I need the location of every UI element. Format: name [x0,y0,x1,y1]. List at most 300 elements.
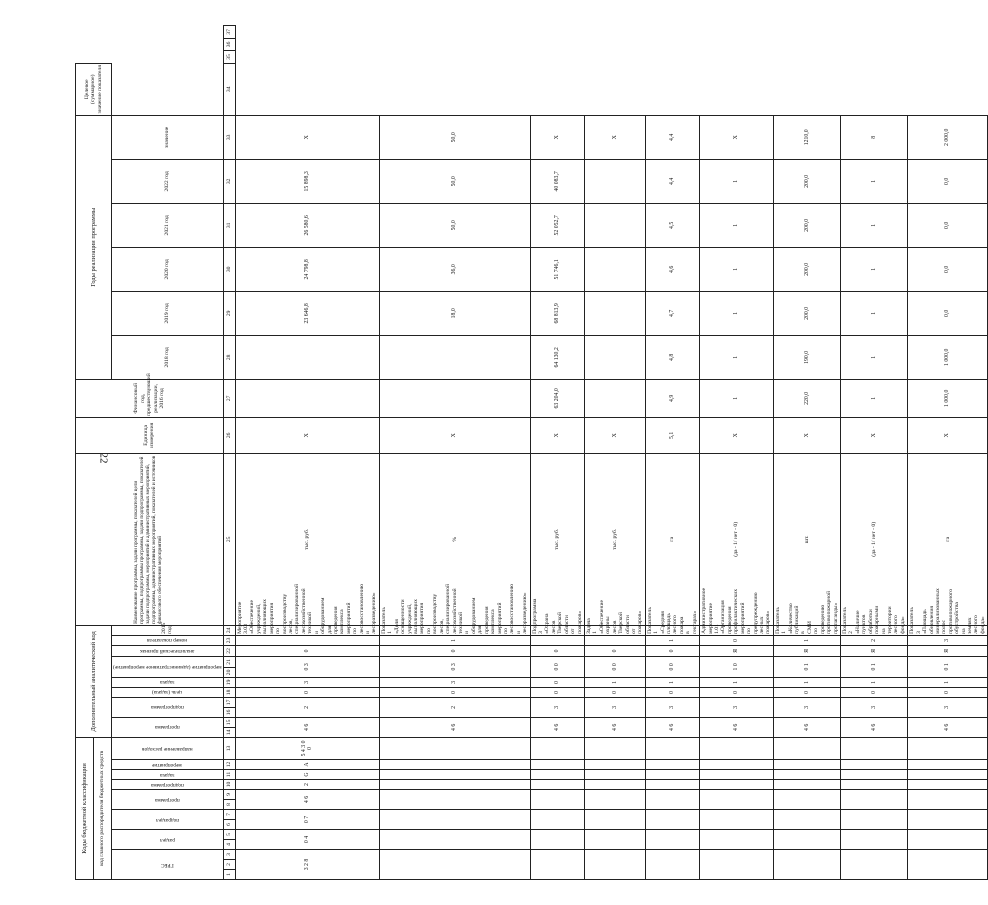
year-value [584,203,645,247]
code-cell [379,810,530,830]
code-cell: 3 [908,697,988,717]
financing-header: Финансовый год, предшествующий реализации, 2016 год [76,379,224,417]
unit-cell: га [908,453,988,625]
code-cell: 1 [908,677,988,687]
code-cell [645,770,699,780]
code-cell: 4 6 [645,717,699,737]
code-cell [379,780,530,790]
code-cell [530,810,584,830]
code-cell [530,850,584,880]
codes-title: Коды бюджетной классификации [76,737,94,879]
year-value: 4,5 [645,203,699,247]
year-value: 1 [841,203,908,247]
item-name: Показатель 1 «Доля оснащенности учреждений, выполняющих мероприятия по воспроизводству лесов, специализированной лесохозяйственной техникой и оборудованием для проведения комплекса мероприятий по лесовосстановлению и лесоразведению» [380,583,529,634]
code-cell [773,790,840,810]
extra-header-podprogramma: подпрограмма [150,704,184,711]
item-name: Показатель 1 «Количество публикаций в СМИ по проведению противопожарной пропаганды» [774,590,839,634]
code-cell [530,635,584,645]
unit-cell: шт. [773,453,840,625]
code-cell [645,830,699,850]
code-cell: 3 [584,697,645,717]
table-row [841,26,908,880]
code-cell [584,810,645,830]
code-cell: 0 [530,687,584,697]
code-cell: 0 [773,687,840,697]
code-cell: 3 [700,697,774,717]
code-cell: G [235,770,379,780]
year-value [584,291,645,335]
unit-cell: га [645,453,699,625]
column-number: 13 [223,737,235,759]
code-cell: Я [700,645,774,656]
year-value: 50,0 [379,203,530,247]
code-cell: 0 1 [841,656,908,677]
code-cell: 0 3 [235,656,379,677]
column-number: 27 [223,379,235,417]
code-cell [841,780,908,790]
code-header-grbs: ГРБС [160,861,174,868]
code-cell [700,810,774,830]
item-name: Показатель 3 «Площадь обновления минерализованных полос противопожарного обустройства на землях лесного фонда» [909,588,986,634]
code-cell: 0 [584,645,645,656]
code-cell: 0 1 [908,656,988,677]
code-cell [700,760,774,770]
code-cell [379,760,530,770]
code-cell: 5 4 3 0 0 [235,737,379,759]
year-value: 190,0 [773,335,840,379]
total-value: 2 000,0 [908,115,988,159]
column-number: 30 [223,247,235,291]
year-value: 64 130,2 [530,335,584,379]
column-number: 33 [223,115,235,159]
code-cell: 0 [841,687,908,697]
code-cell: 1 [773,635,840,645]
code-cell: 4 6 [908,717,988,737]
code-cell: 4 6 [379,717,530,737]
item-name: Подпрограмма 3 «Охрана лесов Тверской области от пожаров» [531,598,583,634]
code-cell [773,770,840,780]
column-number: 37 [223,26,235,39]
base-value: X [841,417,908,453]
code-cell: 0 0 [584,656,645,677]
code-cell [908,780,988,790]
table-row [773,26,840,880]
code-header-razdel: раздел [159,836,175,843]
code-cell: 3 [530,697,584,717]
code-cell [908,737,988,759]
code-cell [908,790,988,810]
code-cell [379,830,530,850]
year-value: 63 204,0 [530,379,584,417]
column-number: 11 [223,770,235,780]
total-value: 1210,0 [773,115,840,159]
unit-cell: (да - 1/ нет - 0) [700,453,774,625]
column-number: 28 [223,335,235,379]
column-number: 10 [223,780,235,790]
base-value: X [530,417,584,453]
code-cell [379,737,530,759]
code-cell: 0 [645,687,699,697]
column-number: 32 [223,159,235,203]
code-cell: A [235,760,379,770]
year-value: 1 [700,291,774,335]
total-value: 50,0 [379,115,530,159]
year-value: 52 052,7 [530,203,584,247]
code-cell [908,850,988,880]
code-cell [773,760,840,770]
item-name: Мероприятие 3.03 «Обеспечение учреждений, выполняющих мероприятия по воспроизводству лесов, специализированной лесохозяйственной техникой и оборудованием для проведения комплекса мероприятий по лесовосстановлению и лесоразведению» [236,583,378,634]
year-value: 36,0 [379,247,530,291]
extra-header-programma: программа [154,724,180,731]
year-value: 26 580,6 [235,203,379,247]
year-header-2: 2018 год [112,335,224,379]
code-cell: 0 [235,645,379,656]
code-cell [773,780,840,790]
column-number: 18 [223,687,235,697]
code-header-zadacha: задача [160,771,175,778]
item-name: Показатель 1 «Средняя площадь лесного пожара в гектарах» [646,607,698,634]
code-cell [773,737,840,759]
code-cell: 1 [584,677,645,687]
code-cell [908,760,988,770]
base-value: X [700,417,774,453]
extra-code-title: Дополнительный аналитический код [76,625,112,737]
code-cell: 0 [530,645,584,656]
code-header-podrazdel: подраздел [155,816,179,823]
code-cell [530,790,584,810]
unit-cell: % [379,453,530,625]
base-value: X [908,417,988,453]
unit-cell: (да - 1/ нет - 0) [841,453,908,625]
year-value: 4,6 [645,247,699,291]
code-cell: 0 [530,677,584,687]
year-value: 0,0 [908,291,988,335]
year-value [235,335,379,379]
code-cell [584,790,645,810]
year-value: 1 [841,379,908,417]
code-cell [379,770,530,780]
code-cell: 1 [645,635,699,645]
table-row [235,26,379,880]
code-cell [908,770,988,780]
code-cell: 3 [908,635,988,645]
total-value: X [530,115,584,159]
year-value: 1 000,0 [908,335,988,379]
code-cell: 4 6 [584,717,645,737]
budget-table [75,25,988,880]
year-value: 1 [841,159,908,203]
column-number: 8 [223,800,235,810]
year-value: 40 083,7 [530,159,584,203]
unit-header: Единица измерения [76,417,224,453]
column-number: 4 [223,840,235,850]
code-cell [584,760,645,770]
code-cell: 2 [379,697,530,717]
code-header-meropriyatie: мероприятие [152,761,183,768]
year-value [584,379,645,417]
year-value: 23 646,8 [235,291,379,335]
code-header-napravlenie: направление расходов [141,745,193,752]
year-value: 200,0 [773,247,840,291]
code-cell: 4 6 [841,717,908,737]
unit-cell: тыс. руб. [584,453,645,625]
year-value: 50,0 [379,159,530,203]
total-value: 8 [841,115,908,159]
item-name: Показатель 2 «Наличие пунктов обработки пожарными на территории лесного фонда» [842,605,906,634]
code-cell [841,770,908,780]
column-number: 24 [223,625,235,635]
year-value: 200,0 [773,291,840,335]
code-cell [700,830,774,850]
code-cell: 3 [379,677,530,687]
code-cell: 3 [773,697,840,717]
code-header-programma: программа [154,796,180,803]
code-cell: Я [908,645,988,656]
column-number: 21 [223,656,235,667]
code-cell: 4 6 [530,717,584,737]
year-value [584,159,645,203]
table-row [908,26,988,880]
code-cell [773,850,840,880]
code-cell: 0 [235,687,379,697]
rotated-table-container [75,25,986,880]
year-value: 24 798,8 [235,247,379,291]
column-number: 20 [223,667,235,677]
code-cell: 0 [908,687,988,697]
code-cell [584,830,645,850]
code-cell: 4 6 [235,717,379,737]
column-number: 6 [223,820,235,830]
extra-header-meropriyatie: мероприятие (административное мероприятие) [113,664,222,670]
year-value: 1 [841,291,908,335]
year-value: 220,0 [773,379,840,417]
code-cell [584,780,645,790]
column-number: 23 [223,635,235,645]
total-value: 4,4 [645,115,699,159]
year-value: 68 813,9 [530,291,584,335]
table-row [584,26,645,880]
base-value: 5,1 [645,417,699,453]
year-value: 1 [700,379,774,417]
column-number: 25 [223,453,235,625]
year-value: 4,7 [645,291,699,335]
grbs-group-header: код главного распорядителя бюджетных средств [94,737,112,879]
code-cell [379,850,530,880]
unit-cell: тыс. руб. [235,453,379,625]
program-name-header: Наименование программы, задачи программы, показателей цели программы, подпрограммы программы, задачи подпрограммы, показателей задачи подпрограммы, мероприятий и административных мероприятий, подпрограммы, административных мероприятий, показателей и источников финансового обеспечения мероприятий [76,453,224,625]
code-cell [530,770,584,780]
code-cell [584,635,645,645]
year-value: 4,9 [645,379,699,417]
base-value: X [235,417,379,453]
code-cell: 1 [700,677,774,687]
code-cell [530,830,584,850]
code-cell: 1 [645,677,699,687]
code-cell [530,737,584,759]
year-value: 51 746,1 [530,247,584,291]
extra-header-zadacha: задача [160,679,175,686]
table-row [379,26,530,880]
code-cell: 3 2 8 [235,850,379,880]
code-cell [841,830,908,850]
code-cell: 2 [235,780,379,790]
code-cell: 3 [235,677,379,687]
year-header-3: 2019 год [112,291,224,335]
column-number: 3 [223,850,235,860]
code-cell [645,850,699,880]
table-row [700,26,774,880]
unit-cell: тыс. руб. [530,453,584,625]
column-number: 5 [223,830,235,840]
column-number: 22 [223,645,235,656]
column-number: 34 [223,63,235,115]
code-cell: 1 0 [700,656,774,677]
column-number: 12 [223,760,235,770]
column-number: 29 [223,291,235,335]
code-cell: Я [841,645,908,656]
code-cell [773,830,840,850]
year-value: 1 [841,247,908,291]
code-cell: 0 [700,687,774,697]
code-cell: 4 6 [235,790,379,810]
column-number: 16 [223,707,235,717]
final-sub-header: значение [112,115,224,159]
code-cell: 0 0 [645,656,699,677]
code-cell [379,790,530,810]
code-cell: 0 3 [379,656,530,677]
code-cell: 0 [584,687,645,697]
year-header-5: 2021 год [112,203,224,247]
year-value: 1 [700,203,774,247]
item-name: Задача 1 «Обеспечение охраны лесов Тверской области от пожаров» [585,600,644,634]
years-title: Годы реализации программы [76,115,112,379]
code-cell: 1 [773,677,840,687]
code-cell: 0 0 [530,656,584,677]
code-cell [908,830,988,850]
code-cell [841,760,908,770]
code-cell [700,737,774,759]
extra-header-number: номер показателя [147,637,188,644]
code-cell [700,790,774,810]
year-value: 0,0 [908,159,988,203]
code-cell: 0 [700,635,774,645]
column-number: 2 [223,860,235,870]
year-value: 15 898,3 [235,159,379,203]
code-cell [645,760,699,770]
table-row [645,26,699,880]
year-value: 200,0 [773,203,840,247]
code-cell [530,760,584,770]
code-cell [773,810,840,830]
year-value: 4,8 [645,335,699,379]
code-cell: 0 7 [235,810,379,830]
year-value: 0,0 [908,203,988,247]
column-number: 19 [223,677,235,687]
final-header: Целевое (суммарное) значение показателя [76,63,112,115]
code-cell: 4 6 [700,717,774,737]
code-cell: 2 [841,635,908,645]
code-cell: 0 1 [773,656,840,677]
item-name: Административное мероприятие 1.01 «Организация проведения профилактических мероприятий по предупреждению лесных пожаров» [701,587,772,634]
code-cell: 0 [645,645,699,656]
base-value: X [379,417,530,453]
code-cell [700,770,774,780]
column-number: 15 [223,717,235,727]
code-cell: 0 [379,687,530,697]
code-cell [584,770,645,780]
year-value: 1 [700,159,774,203]
code-cell [700,780,774,790]
code-cell: 0 4 [235,830,379,850]
year-value: 1 [700,247,774,291]
column-number: 14 [223,727,235,737]
code-cell: 1 [379,635,530,645]
extra-header-cel: цель (задача) [152,689,183,696]
year-value: 1 [700,335,774,379]
column-numbers-row [223,26,235,880]
year-header-4: 2020 год [112,247,224,291]
code-cell [700,850,774,880]
column-number: 9 [223,790,235,800]
code-cell [841,810,908,830]
column-number: 7 [223,810,235,820]
code-cell [584,737,645,759]
column-number: 31 [223,203,235,247]
year-value: 1 000,0 [908,379,988,417]
year-value [379,335,530,379]
year-value: 18,0 [379,291,530,335]
year-value: 4,4 [645,159,699,203]
code-cell [841,790,908,810]
year-value: 0,0 [908,247,988,291]
code-cell [841,850,908,880]
column-number: 35 [223,51,235,64]
code-cell [645,780,699,790]
code-cell: 4 6 [773,717,840,737]
code-cell: 2 [235,697,379,717]
column-number: 1 [223,870,235,880]
code-cell [584,850,645,880]
code-cell [645,810,699,830]
code-cell [235,635,379,645]
year-value: 200,0 [773,159,840,203]
extra-header-analytic: аналитический признак [140,648,195,654]
column-number: 26 [223,417,235,453]
year-header-6: 2022 год [112,159,224,203]
page-number: 22 [97,452,110,464]
code-cell: 3 [645,697,699,717]
total-value: X [235,115,379,159]
code-cell [645,790,699,810]
column-number: 36 [223,38,235,51]
code-header-podprogramma: подпрограмма [150,781,184,788]
code-cell [645,737,699,759]
code-cell: 3 [841,697,908,717]
code-cell: 1 [841,677,908,687]
code-cell [841,737,908,759]
code-cell [908,810,988,830]
year-value [584,335,645,379]
code-cell: Я [773,645,840,656]
table-row [530,26,584,880]
year-header-1: 2015 год [112,625,224,635]
code-cell [530,780,584,790]
column-number: 17 [223,697,235,707]
year-value [235,379,379,417]
base-value: X [584,417,645,453]
base-value: X [773,417,840,453]
code-cell: 0 [379,645,530,656]
